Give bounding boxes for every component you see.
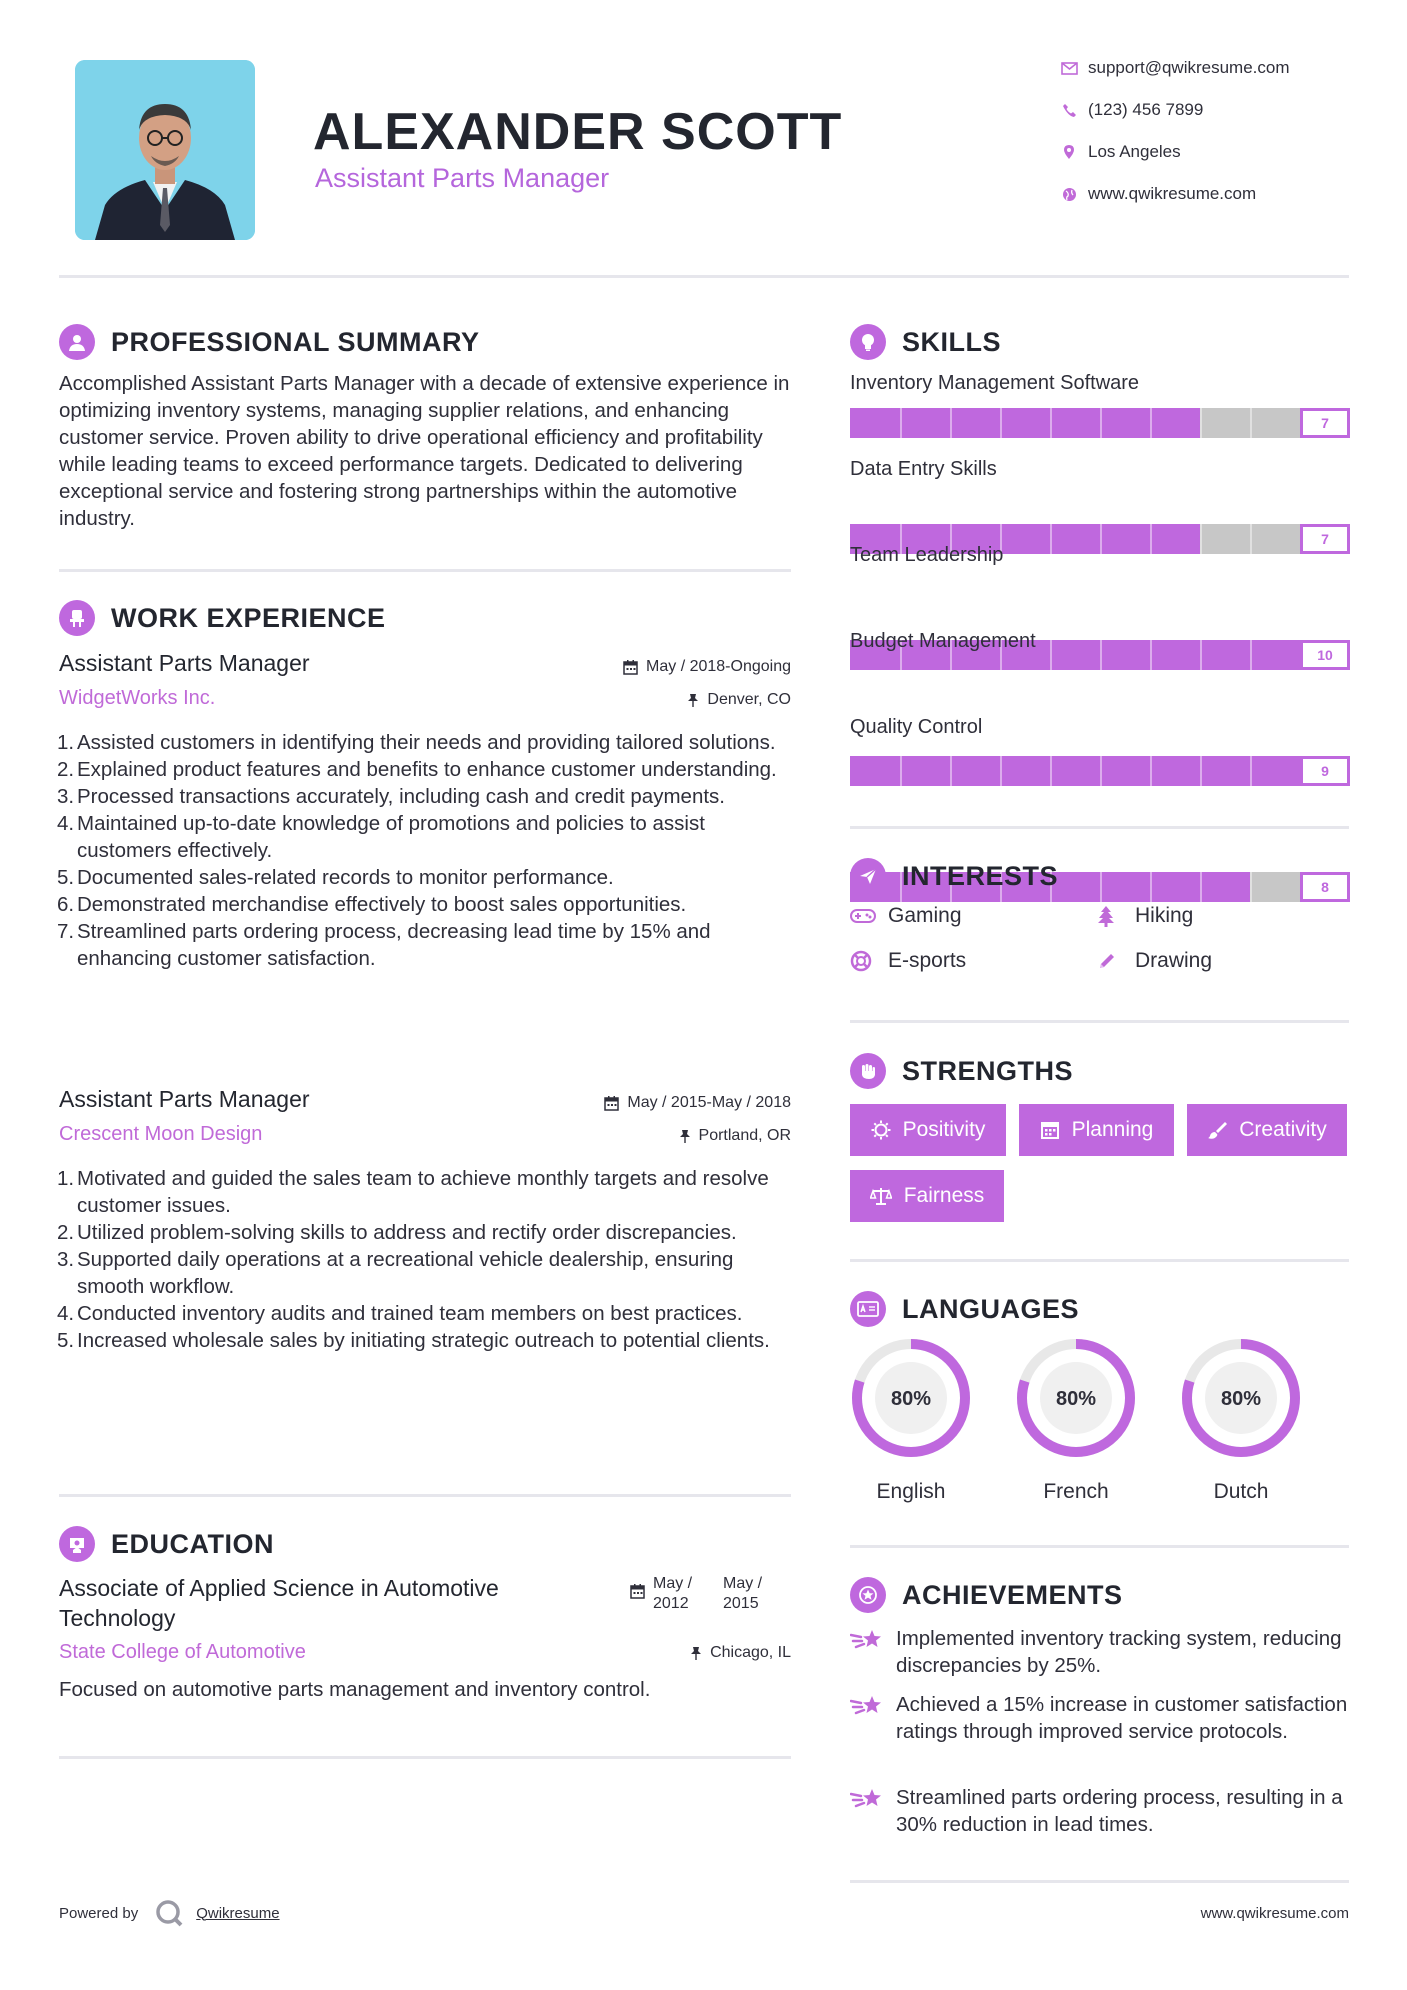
skills-divider — [850, 826, 1349, 829]
language-icon — [850, 1291, 886, 1327]
language-item — [848, 1335, 974, 1504]
gamepad-icon — [850, 908, 888, 924]
strength-creativity — [1187, 1104, 1347, 1156]
skill-bar-segment — [1200, 872, 1202, 902]
list-item: 4. Conducted inventory audits and trained team members on best practices. — [57, 1302, 743, 1325]
shooting-star-icon — [850, 1625, 896, 1679]
job-2-date-text: May / 2015-May / 2018 — [627, 1094, 791, 1111]
paper-plane-icon — [850, 858, 886, 894]
user-icon — [59, 324, 95, 360]
contact-phone-text: (123) 456 7899 — [1088, 100, 1204, 119]
qwikresume-logo-icon — [154, 1898, 184, 1928]
list-item: 5. Documented sales-related records to monitor performance. — [57, 866, 614, 889]
sun-icon — [871, 1120, 891, 1140]
interest-drawing — [1097, 949, 1212, 973]
skill-level-value: 10 — [1300, 640, 1350, 670]
fist-icon — [850, 1053, 886, 1089]
contact-email[interactable] — [1050, 58, 1350, 78]
strength-label: Creativity — [1239, 1118, 1327, 1141]
header-divider — [59, 275, 1349, 278]
strengths-heading: STRENGTHS — [902, 1055, 1074, 1086]
shooting-star-icon — [850, 1784, 896, 1838]
strengths-section-title — [850, 1053, 1073, 1089]
skill-bar-segment — [1050, 640, 1052, 670]
list-item: 2. Explained product features and benefits to enhance customer understanding. — [57, 758, 777, 781]
skill-bar-segment — [1250, 524, 1252, 554]
achievements-divider — [850, 1880, 1349, 1883]
skill-bar-fill — [850, 756, 1300, 786]
summary-divider — [59, 569, 791, 572]
lifebuoy-icon — [850, 950, 888, 972]
job-2-location — [480, 1127, 791, 1145]
job-2-date — [480, 1094, 791, 1112]
globe-icon — [1050, 187, 1088, 202]
skill-bar-segment — [1150, 640, 1152, 670]
list-item: 7. Streamlined parts ordering process, decreasing lead time by 15% and enhancing customer satisfaction. — [57, 920, 711, 970]
skill-level-value: 7 — [1300, 408, 1350, 438]
skill-bar-segment — [900, 408, 902, 438]
contact-website-text: www.qwikresume.com — [1088, 184, 1257, 203]
work-divider — [59, 1494, 791, 1497]
skill-bar-fill — [850, 408, 1200, 438]
location-pin-icon — [1050, 144, 1088, 160]
skill-bar-segment — [1100, 872, 1102, 902]
mail-icon — [1050, 62, 1088, 75]
interest-label: Gaming — [888, 904, 962, 927]
skill-bar-segment — [1250, 640, 1252, 670]
achievements-heading: ACHIEVEMENTS — [902, 1579, 1123, 1610]
skill-bar-segment — [1150, 408, 1152, 438]
job-2-company: Crescent Moon Design — [59, 1123, 263, 1145]
achievement-item — [850, 1691, 1350, 1745]
achievement-item — [850, 1625, 1350, 1679]
language-item — [1178, 1335, 1304, 1504]
skill-bar-segment — [1000, 408, 1002, 438]
job-1-title: Assistant Parts Manager — [59, 650, 310, 676]
summary-section-title — [59, 324, 480, 360]
language-name: Dutch — [1213, 1480, 1269, 1503]
calendar-icon — [623, 660, 638, 675]
interest-label: Hiking — [1135, 904, 1194, 927]
skill-bar-segment — [1200, 408, 1202, 438]
list-item: 6. Demonstrated merchandise effectively to boost sales opportunities. — [57, 893, 687, 916]
achievements-section-title — [850, 1577, 1123, 1613]
skill-level-value: 8 — [1300, 872, 1350, 902]
list-item: 3. Processed transactions accurately, including cash and credit payments. — [57, 785, 725, 808]
skill-label: Data Entry Skills — [850, 458, 997, 480]
skill-bar-segment — [1200, 640, 1202, 670]
skill-level-value: 7 — [1300, 524, 1350, 554]
interest-label: Drawing — [1135, 949, 1213, 972]
skill-bar-segment — [900, 756, 902, 786]
education-dates — [630, 1574, 779, 1614]
language-item — [1013, 1335, 1139, 1504]
languages-section-title — [850, 1291, 1079, 1327]
language-name: English — [876, 1480, 946, 1503]
skill-bar-segment — [1100, 756, 1102, 786]
brush-icon — [1207, 1120, 1227, 1140]
job-1-bullets — [59, 729, 799, 972]
job-2-location-text: Portland, OR — [698, 1127, 791, 1144]
skill-bar-segment — [1050, 408, 1052, 438]
star-badge-icon — [850, 1577, 886, 1613]
education-location — [480, 1644, 791, 1662]
job-1-date — [480, 658, 791, 676]
achievement-text: Achieved a 15% increase in customer satisfaction ratings through improved service protocols. — [896, 1693, 1348, 1743]
skill-bar-segment — [950, 408, 952, 438]
contact-location-text: Los Angeles — [1088, 142, 1181, 161]
language-percent: 80% — [890, 1388, 932, 1410]
languages-heading: LANGUAGES — [902, 1293, 1080, 1324]
graduation-icon — [59, 1526, 95, 1562]
language-donut — [1178, 1335, 1304, 1461]
candidate-title: Assistant Parts Manager — [315, 163, 610, 193]
interest-label: E-sports — [888, 949, 967, 972]
list-item: 2. Utilized problem-solving skills to address and rectify order discrepancies. — [57, 1221, 737, 1244]
list-item: 4. Maintained up-to-date knowledge of promotions and policies to assist customers effectively. — [57, 812, 705, 862]
skill-label: Inventory Management Software — [850, 372, 1140, 394]
calendar-icon — [1040, 1120, 1060, 1140]
skill-bar — [850, 756, 1350, 786]
pushpin-icon — [679, 1129, 691, 1144]
footer-powered-by — [59, 1898, 280, 1928]
job-1-location — [480, 691, 791, 709]
work-section-title — [59, 600, 386, 636]
list-item: 5. Increased wholesale sales by initiating strategic outreach to potential clients. — [57, 1329, 770, 1352]
education-date-start: May / 2012 — [653, 1575, 693, 1612]
list-item: 1. Motivated and guided the sales team to achieve monthly targets and resolve customer issues. — [57, 1167, 769, 1217]
scale-icon — [870, 1186, 892, 1206]
skill-bar-segment — [1000, 756, 1002, 786]
school-name: State College of Automotive — [59, 1641, 306, 1663]
skill-bar-segment — [1150, 524, 1152, 554]
strengths-divider — [850, 1259, 1349, 1262]
calendar-icon — [630, 1584, 645, 1599]
skill-bar-segment — [1100, 408, 1102, 438]
pushpin-icon — [687, 693, 699, 708]
strength-label: Positivity — [902, 1118, 986, 1141]
languages-divider — [850, 1545, 1349, 1548]
education-description: Focused on automotive parts management and inventory control. — [59, 1678, 651, 1701]
language-percent: 80% — [1055, 1388, 1097, 1410]
interest-hiking — [1097, 904, 1193, 928]
education-section-title — [59, 1526, 274, 1562]
strength-positivity — [850, 1104, 1006, 1156]
job-2-title: Assistant Parts Manager — [59, 1086, 310, 1112]
skill-bar-segment — [1200, 756, 1202, 786]
tree-icon — [1097, 905, 1135, 927]
skill-bar-segment — [1150, 872, 1152, 902]
skill-level-value: 9 — [1300, 756, 1350, 786]
shooting-star-icon — [850, 1691, 896, 1745]
footer-website-link[interactable]: www.qwikresume.com — [1200, 1905, 1349, 1922]
interest-esports — [850, 949, 966, 973]
skill-bar — [850, 408, 1350, 438]
profile-photo — [75, 60, 255, 240]
interest-gaming — [850, 904, 962, 928]
education-heading: EDUCATION — [111, 1528, 274, 1559]
achievement-text: Streamlined parts ordering process, resulting in a 30% reduction in lead times. — [896, 1786, 1343, 1836]
job-1-company: WidgetWorks Inc. — [59, 687, 216, 709]
job-2-bullets — [59, 1165, 799, 1354]
strength-fairness — [850, 1170, 1004, 1222]
summary-heading: PROFESSIONAL SUMMARY — [111, 326, 480, 357]
skill-bar-segment — [1100, 524, 1102, 554]
skill-bar-segment — [1100, 640, 1102, 670]
strength-label: Planning — [1071, 1118, 1154, 1141]
powered-by-text: Powered by — [59, 1904, 139, 1922]
achievement-item — [850, 1784, 1350, 1838]
work-heading: WORK EXPERIENCE — [111, 602, 386, 633]
summary-text: Accomplished Assistant Parts Manager with a decade of extensive experience in optimizing inventory systems, managing supplier relations, and enhancing customer service. Proven ability to drive operational efficiency and profitability while leading teams to exceed performance targets. Dedicated to delivering exceptional service and fostering strong partnerships within the automotive industry. — [59, 372, 790, 530]
education-location-text: Chicago, IL — [710, 1644, 791, 1661]
skill-bar-segment — [1150, 756, 1152, 786]
contact-website[interactable] — [1050, 184, 1350, 204]
phone-icon — [1050, 103, 1088, 118]
language-donut — [1013, 1335, 1139, 1461]
strength-label: Fairness — [903, 1184, 985, 1207]
candidate-name: ALEXANDER SCOTT — [313, 103, 843, 161]
degree-title: Associate of Applied Science in Automotive Technology — [59, 1575, 499, 1631]
skills-heading: SKILLS — [902, 326, 1002, 357]
pushpin-icon — [690, 1646, 702, 1661]
skill-label: Team Leadership — [850, 544, 1004, 566]
skill-bar-segment — [1050, 756, 1052, 786]
list-item: 1. Assisted customers in identifying their needs and providing tailored solutions. — [57, 731, 776, 754]
interests-divider — [850, 1020, 1349, 1023]
skill-label: Budget Management — [850, 630, 1036, 652]
interests-heading: INTERESTS — [902, 860, 1059, 891]
education-date-end: May / 2015 — [723, 1575, 763, 1612]
skill-bar-segment — [1250, 408, 1252, 438]
skill-bar-segment — [1250, 756, 1252, 786]
skill-bar-segment — [1050, 524, 1052, 554]
skill-bar-segment — [1200, 524, 1202, 554]
skill-label: Quality Control — [850, 716, 983, 738]
language-percent: 80% — [1220, 1388, 1262, 1410]
strength-planning — [1019, 1104, 1174, 1156]
skill-bar-segment — [950, 756, 952, 786]
pencil-icon — [1097, 951, 1135, 971]
language-name: French — [1043, 1480, 1109, 1503]
calendar-icon — [604, 1096, 619, 1111]
contact-location — [1050, 142, 1350, 162]
education-divider — [59, 1756, 791, 1759]
job-1-location-text: Denver, CO — [707, 691, 791, 708]
lightbulb-icon — [850, 324, 886, 360]
footer-brand-link[interactable]: Qwikresume — [196, 1904, 280, 1922]
chair-icon — [59, 600, 95, 636]
achievement-text: Implemented inventory tracking system, reducing discrepancies by 25%. — [896, 1627, 1342, 1677]
list-item: 3. Supported daily operations at a recreational vehicle dealership, ensuring smooth workflow. — [57, 1248, 734, 1298]
skills-section-title — [850, 324, 1001, 360]
contact-email-text: support@qwikresume.com — [1088, 58, 1290, 77]
contact-phone[interactable] — [1050, 100, 1350, 120]
interests-section-title — [850, 858, 1058, 894]
job-1-date-text: May / 2018-Ongoing — [646, 658, 791, 675]
language-donut — [848, 1335, 974, 1461]
skill-bar-segment — [1250, 872, 1252, 902]
